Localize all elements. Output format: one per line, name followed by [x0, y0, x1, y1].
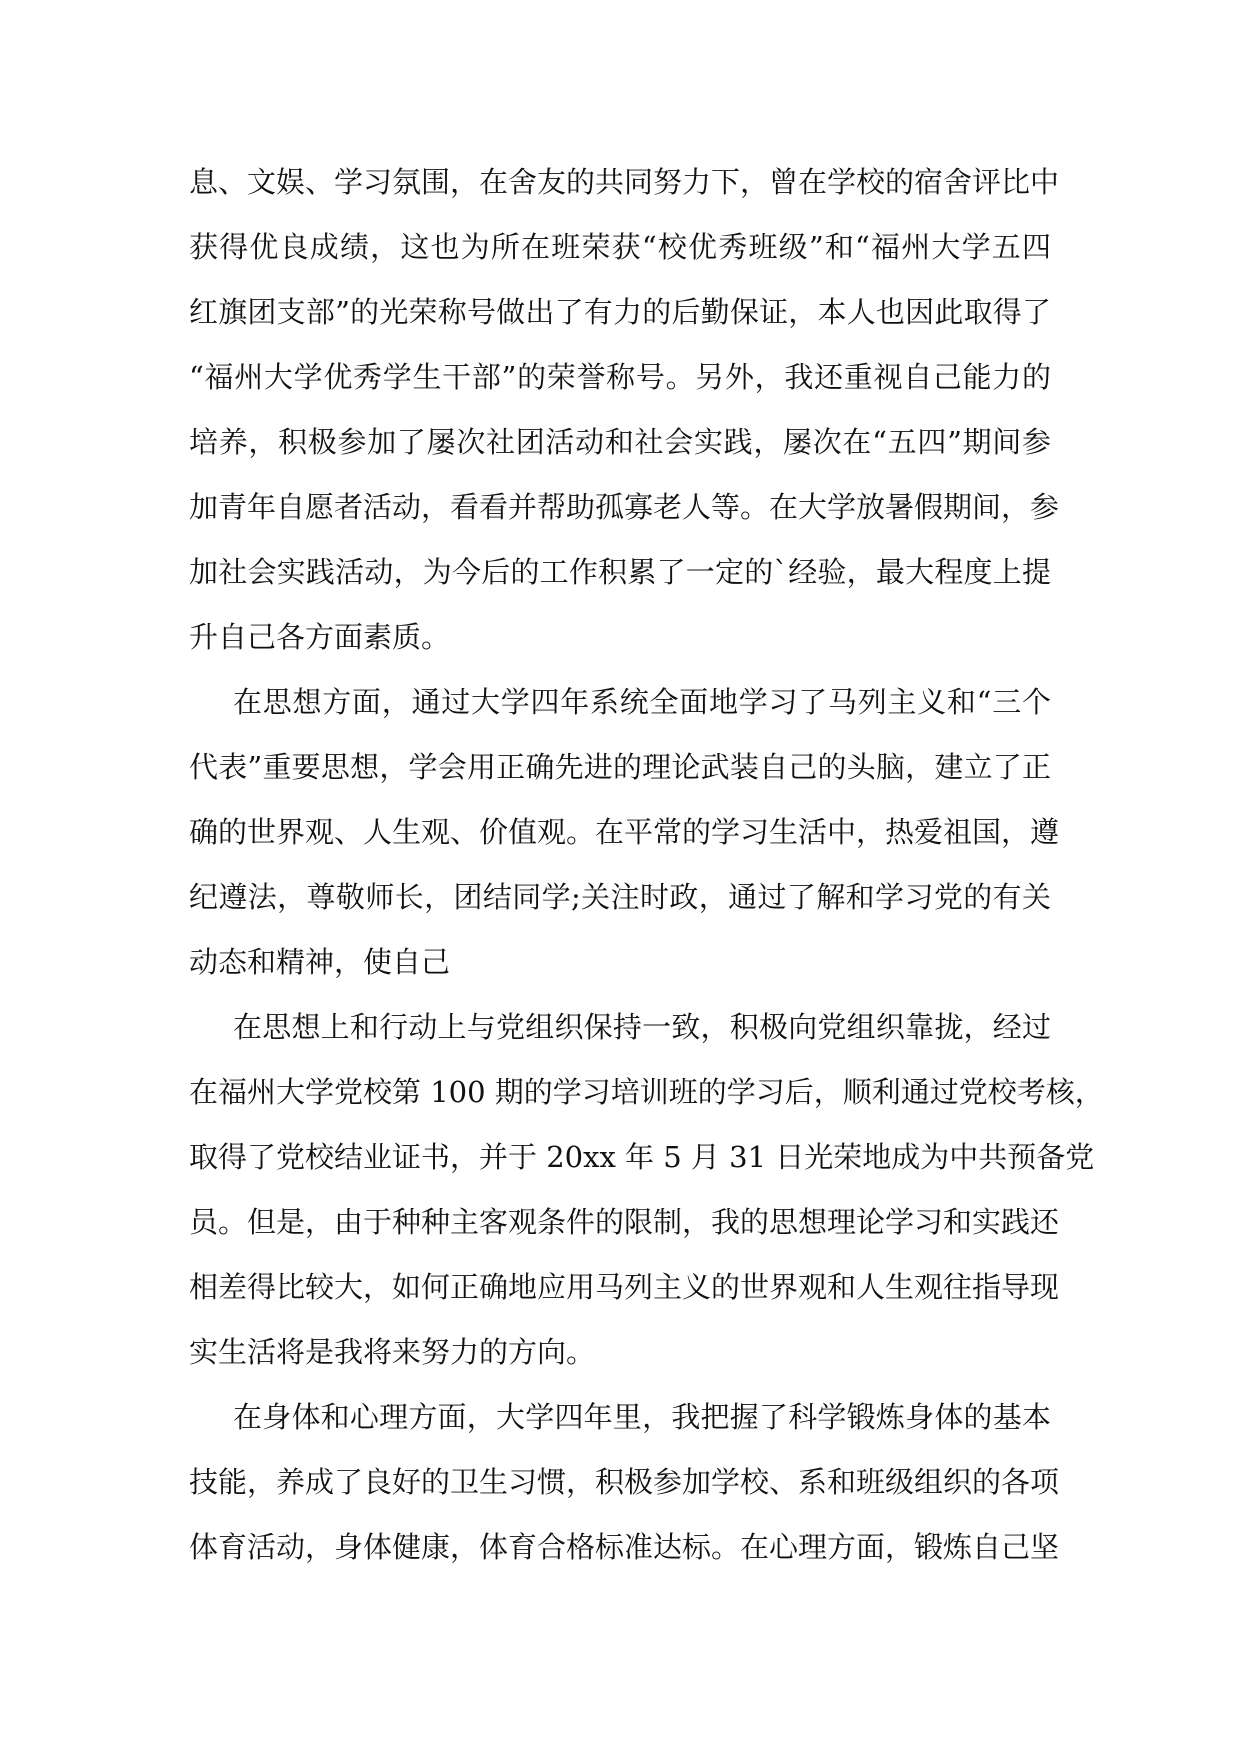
- paragraph: [189, 670, 1060, 995]
- text-line: 代表”重要思想，学会用正确先进的理论武装自己的头脑，建立了正: [189, 750, 1051, 784]
- text-line: 实生活将是我将来努力的方向。: [189, 1335, 596, 1369]
- paragraph: [189, 150, 1060, 670]
- text-line: 加社会实践活动，为今后的工作积累了一定的`经验，最大程度上提: [189, 555, 1051, 589]
- text-line: 获得优良成绩，这也为所在班荣获“校优秀班级”和“福州大学五四: [189, 230, 1051, 264]
- text-line: 技能，养成了良好的卫生习惯，积极参加学校、系和班级组织的各项: [189, 1465, 1060, 1499]
- text-line: 加青年自愿者活动，看看并帮助孤寡老人等。在大学放暑假期间，参: [189, 490, 1060, 524]
- document-body: [189, 150, 1104, 1580]
- text-line: 在身体和心理方面，大学四年里，我把握了科学锻炼身体的基本: [233, 1400, 1051, 1434]
- text-line: 取得了党校结业证书，并于 20xx 年 5 月 31 日光荣地成为中共预备党: [189, 1140, 1095, 1174]
- text-line: 在福州大学党校第 100 期的学习培训班的学习后，顺利通过党校考核，: [189, 1075, 1104, 1109]
- text-line: 纪遵法，尊敬师长，团结同学;关注时政，通过了解和学习党的有关: [189, 880, 1051, 914]
- text-line: “福州大学优秀学生干部”的荣誉称号。另外，我还重视自己能力的: [189, 360, 1051, 394]
- text-line: 培养，积极参加了屡次社团活动和社会实践，屡次在“五四”期间参: [189, 425, 1051, 459]
- paragraph: [189, 1385, 1060, 1580]
- text-line: 在思想方面，通过大学四年系统全面地学习了马列主义和“三个: [233, 685, 1051, 719]
- text-line: 相差得比较大，如何正确地应用马列主义的世界观和人生观往指导现: [189, 1270, 1060, 1304]
- text-line: 体育活动，身体健康，体育合格标准达标。在心理方面，锻炼自己坚: [189, 1530, 1060, 1564]
- text-line: 员。但是，由于种种主客观条件的限制，我的思想理论学习和实践还: [189, 1205, 1060, 1239]
- text-line: 动态和精神，使自己: [189, 945, 451, 979]
- text-line: 确的世界观、人生观、价值观。在平常的学习生活中，热爱祖国，遵: [189, 815, 1060, 849]
- text-line: 在思想上和行动上与党组织保持一致，积极向党组织靠拢，经过: [233, 1010, 1051, 1044]
- text-line: 升自己各方面素质。: [189, 620, 451, 654]
- paragraph: [189, 995, 1104, 1385]
- text-line: 息、文娱、学习氛围，在舍友的共同努力下，曾在学校的宿舍评比中: [189, 165, 1060, 199]
- text-line: 红旗团支部”的光荣称号做出了有力的后勤保证，本人也因此取得了: [189, 295, 1051, 329]
